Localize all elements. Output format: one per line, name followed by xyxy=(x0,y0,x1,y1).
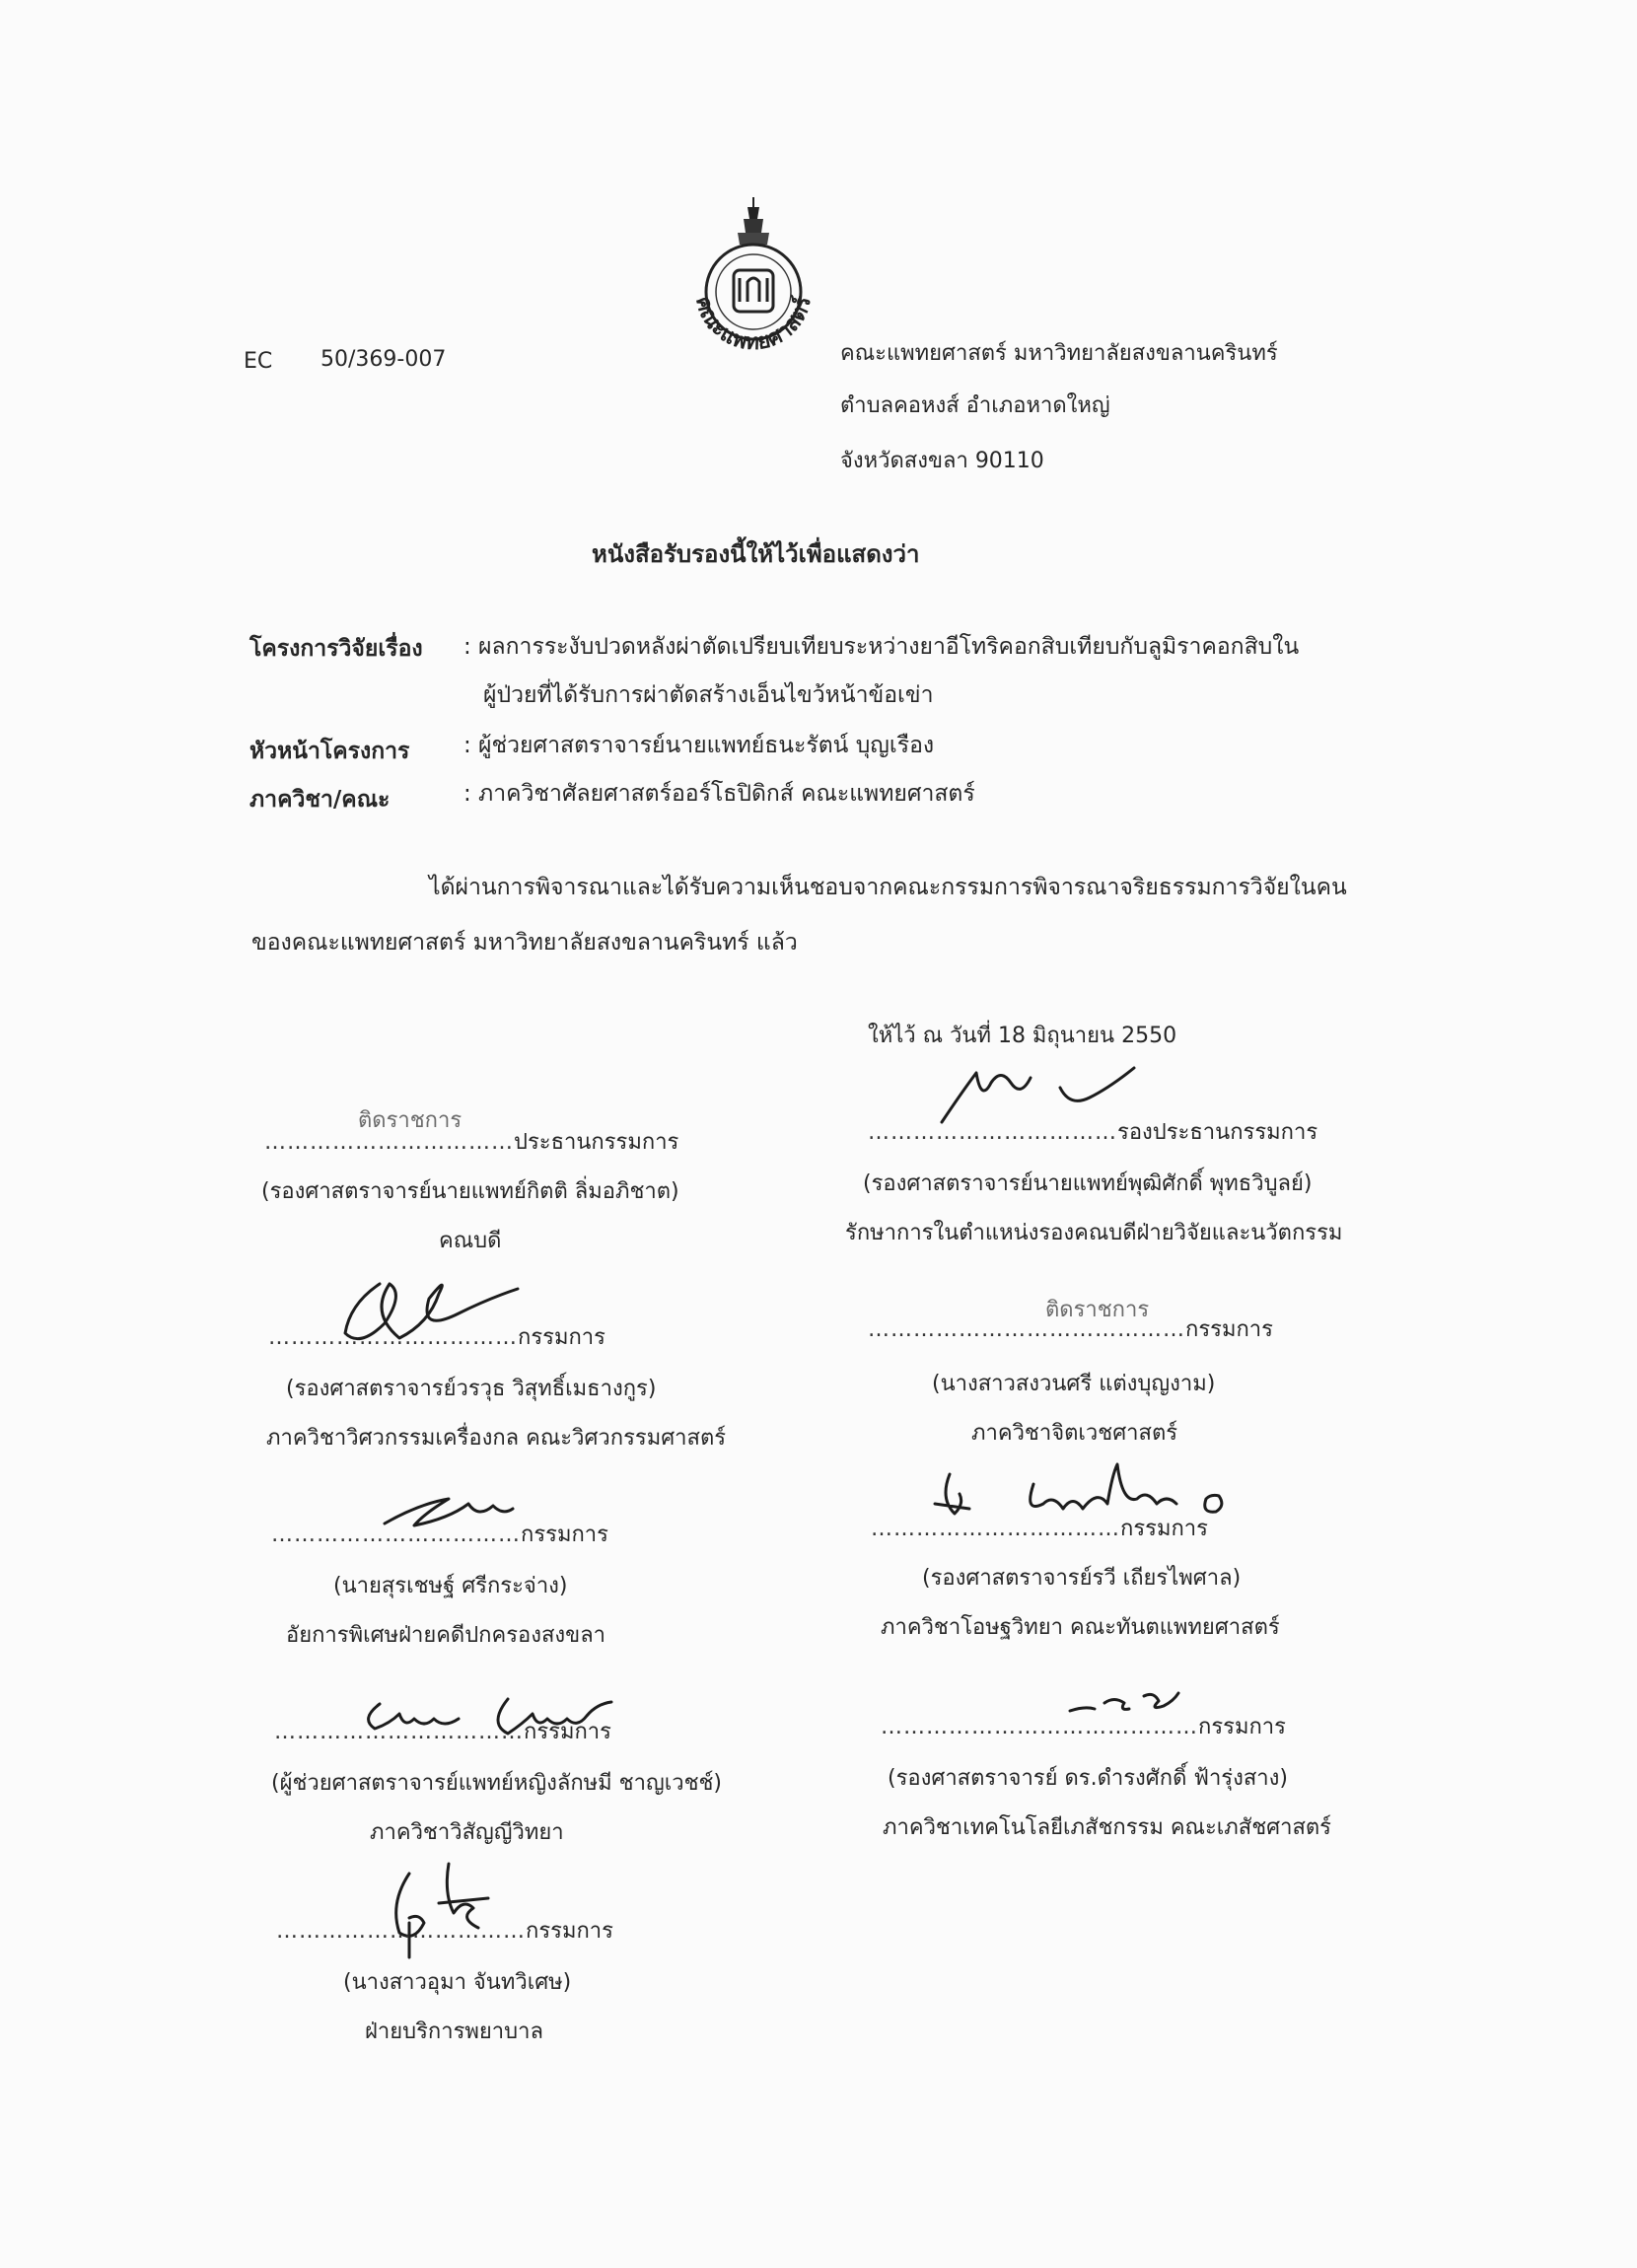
department-label: ภาควิชา/คณะ xyxy=(249,787,391,813)
department-value: : ภาควิชาศัลยศาสตร์ออร์โธปิดิกส์ คณะแพทยศาสตร์ xyxy=(463,781,975,807)
s5-dots: …………………………… xyxy=(271,1523,521,1547)
s9-name: (นางสาวอุมา จันทวิเศษ) xyxy=(343,1970,572,1995)
s6-role: กรรมการ xyxy=(1120,1517,1208,1541)
approval-text-line-2: ของคณะแพทยศาสตร์ มหาวิทยาลัยสงขลานครินทร์ แล้ว xyxy=(251,930,798,956)
address-line-1: คณะแพทยศาสตร์ มหาวิทยาลัยสงขลานครินทร์ xyxy=(840,341,1278,366)
s3-position: ภาควิชาวิศวกรรมเครื่องกล คณะวิศวกรรมศาสตร์ xyxy=(266,1426,727,1451)
s9-position: ฝ่ายบริการพยาบาล xyxy=(365,2020,543,2044)
address-line-3: จังหวัดสงขลา 90110 xyxy=(840,449,1044,473)
s1-dots: …………………………… xyxy=(264,1130,514,1155)
project-title-label: โครงการวิจัยเรื่อง xyxy=(249,636,423,662)
s2-dots: …………………………… xyxy=(868,1120,1117,1145)
s4-dots: …………………………………… xyxy=(868,1317,1185,1342)
s8-dots: …………………………………… xyxy=(881,1715,1198,1739)
ec-number: 50/369-007 xyxy=(320,347,447,372)
s3-signature-line xyxy=(268,1319,605,1354)
s2-name: (รองศาสตราจารย์นายแพทย์พุฒิศักดิ์ พุทธวิบูลย์) xyxy=(863,1171,1313,1196)
s7-name: (ผู้ช่วยศาสตราจารย์แพทย์หญิงลักษมี ชาญเวชช์) xyxy=(271,1771,723,1796)
s7-signature-line xyxy=(274,1714,611,1748)
s2-role: รองประธานกรรมการ xyxy=(1117,1120,1318,1145)
s3-role: กรรมการ xyxy=(518,1325,605,1350)
approval-text-line-1: ได้ผ่านการพิจารณาและได้รับความเห็นชอบจากคณะกรรมการพิจารณาจริยธรรมการวิจัยในคน xyxy=(429,875,1347,900)
s4-acting-note: ติดราชการ xyxy=(1045,1298,1150,1322)
s5-signature-line xyxy=(271,1517,608,1551)
s7-position: ภาควิชาวิสัญญีวิทยา xyxy=(370,1820,564,1845)
s6-position: ภาควิชาโอษฐวิทยา คณะทันตแพทยศาสตร์ xyxy=(881,1615,1280,1640)
s1-position: คณบดี xyxy=(439,1229,502,1253)
s3-name: (รองศาสตราจารย์วรวุธ วิสุทธิ์เมธางกูร) xyxy=(286,1377,657,1401)
s5-name: (นายสุรเชษฐ์ ศรีกระจ่าง) xyxy=(333,1574,568,1598)
s1-signature-line xyxy=(264,1124,678,1159)
ec-label: EC xyxy=(244,349,273,374)
project-head-label: หัวหน้าโครงการ xyxy=(249,739,410,764)
s8-name: (รองศาสตราจารย์ ดร.ดำรงศักดิ์ ฟ้ารุ่งสาง) xyxy=(888,1766,1288,1791)
s1-name: (รองศาสตราจารย์นายแพทย์กิตติ ลิ่มอภิชาต) xyxy=(261,1179,679,1204)
faculty-seal xyxy=(675,193,832,371)
s2-position: รักษาการในตำแหน่งรองคณบดีฝ่ายวิจัยและนวัตกรรม xyxy=(845,1221,1343,1245)
s2-signature-line xyxy=(868,1114,1317,1149)
project-title-line-1: : ผลการระงับปวดหลังผ่าตัดเปรียบเทียบระหว่างยาอีโทริคอกสิบเทียบกับลูมิราคอกสิบใน xyxy=(463,634,1300,660)
s7-dots: …………………………… xyxy=(274,1720,524,1744)
s4-position: ภาควิชาจิตเวชศาสตร์ xyxy=(971,1421,1178,1446)
s9-role: กรรมการ xyxy=(526,1919,613,1944)
s8-role: กรรมการ xyxy=(1198,1715,1286,1739)
s4-role: กรรมการ xyxy=(1185,1317,1273,1342)
seal-text: คณะแพทยศาสตร์ xyxy=(690,294,817,356)
s7-role: กรรมการ xyxy=(524,1720,611,1744)
project-title-line-2: ผู้ป่วยที่ได้รับการผ่าตัดสร้างเอ็นไขว้หน้าข้อเข่า xyxy=(483,682,934,708)
s6-name: (รองศาสตราจารย์รวี เถียรไพศาล) xyxy=(922,1566,1242,1591)
s3-dots: …………………………… xyxy=(268,1325,518,1350)
s5-role: กรรมการ xyxy=(521,1523,608,1547)
s1-role: ประธานกรรมการ xyxy=(514,1130,679,1155)
issue-date: ให้ไว้ ณ วันที่ 18 มิถุนายน 2550 xyxy=(868,1024,1177,1048)
svg-text:คณะแพทยศาสตร์ xyxy=(690,294,817,355)
document-title: หนังสือรับรองนี้ให้ไว้เพื่อแสดงว่า xyxy=(592,540,920,568)
s9-dots: …………………………… xyxy=(276,1919,526,1944)
s8-position: ภาควิชาเทคโนโลยีเภสัชกรรม คณะเภสัชศาสตร์ xyxy=(883,1815,1331,1840)
project-head-value: : ผู้ช่วยศาสตราจารย์นายแพทย์ธนะรัตน์ บุญเรือง xyxy=(463,733,935,758)
s1-acting-note: ติดราชการ xyxy=(358,1108,463,1133)
s4-signature-line xyxy=(868,1311,1273,1346)
s5-position: อัยการพิเศษฝ่ายคดีปกครองสงขลา xyxy=(286,1623,606,1648)
s6-signature-line xyxy=(871,1511,1208,1545)
s6-dots: …………………………… xyxy=(871,1517,1120,1541)
s4-name: (นางสาวสงวนศรี แต่งบุญงาม) xyxy=(932,1372,1216,1396)
s8-signature-line xyxy=(881,1709,1286,1743)
s9-signature-line xyxy=(276,1913,613,1948)
address-line-2: ตำบลคอหงส์ อำเภอหาดใหญ่ xyxy=(840,393,1110,418)
